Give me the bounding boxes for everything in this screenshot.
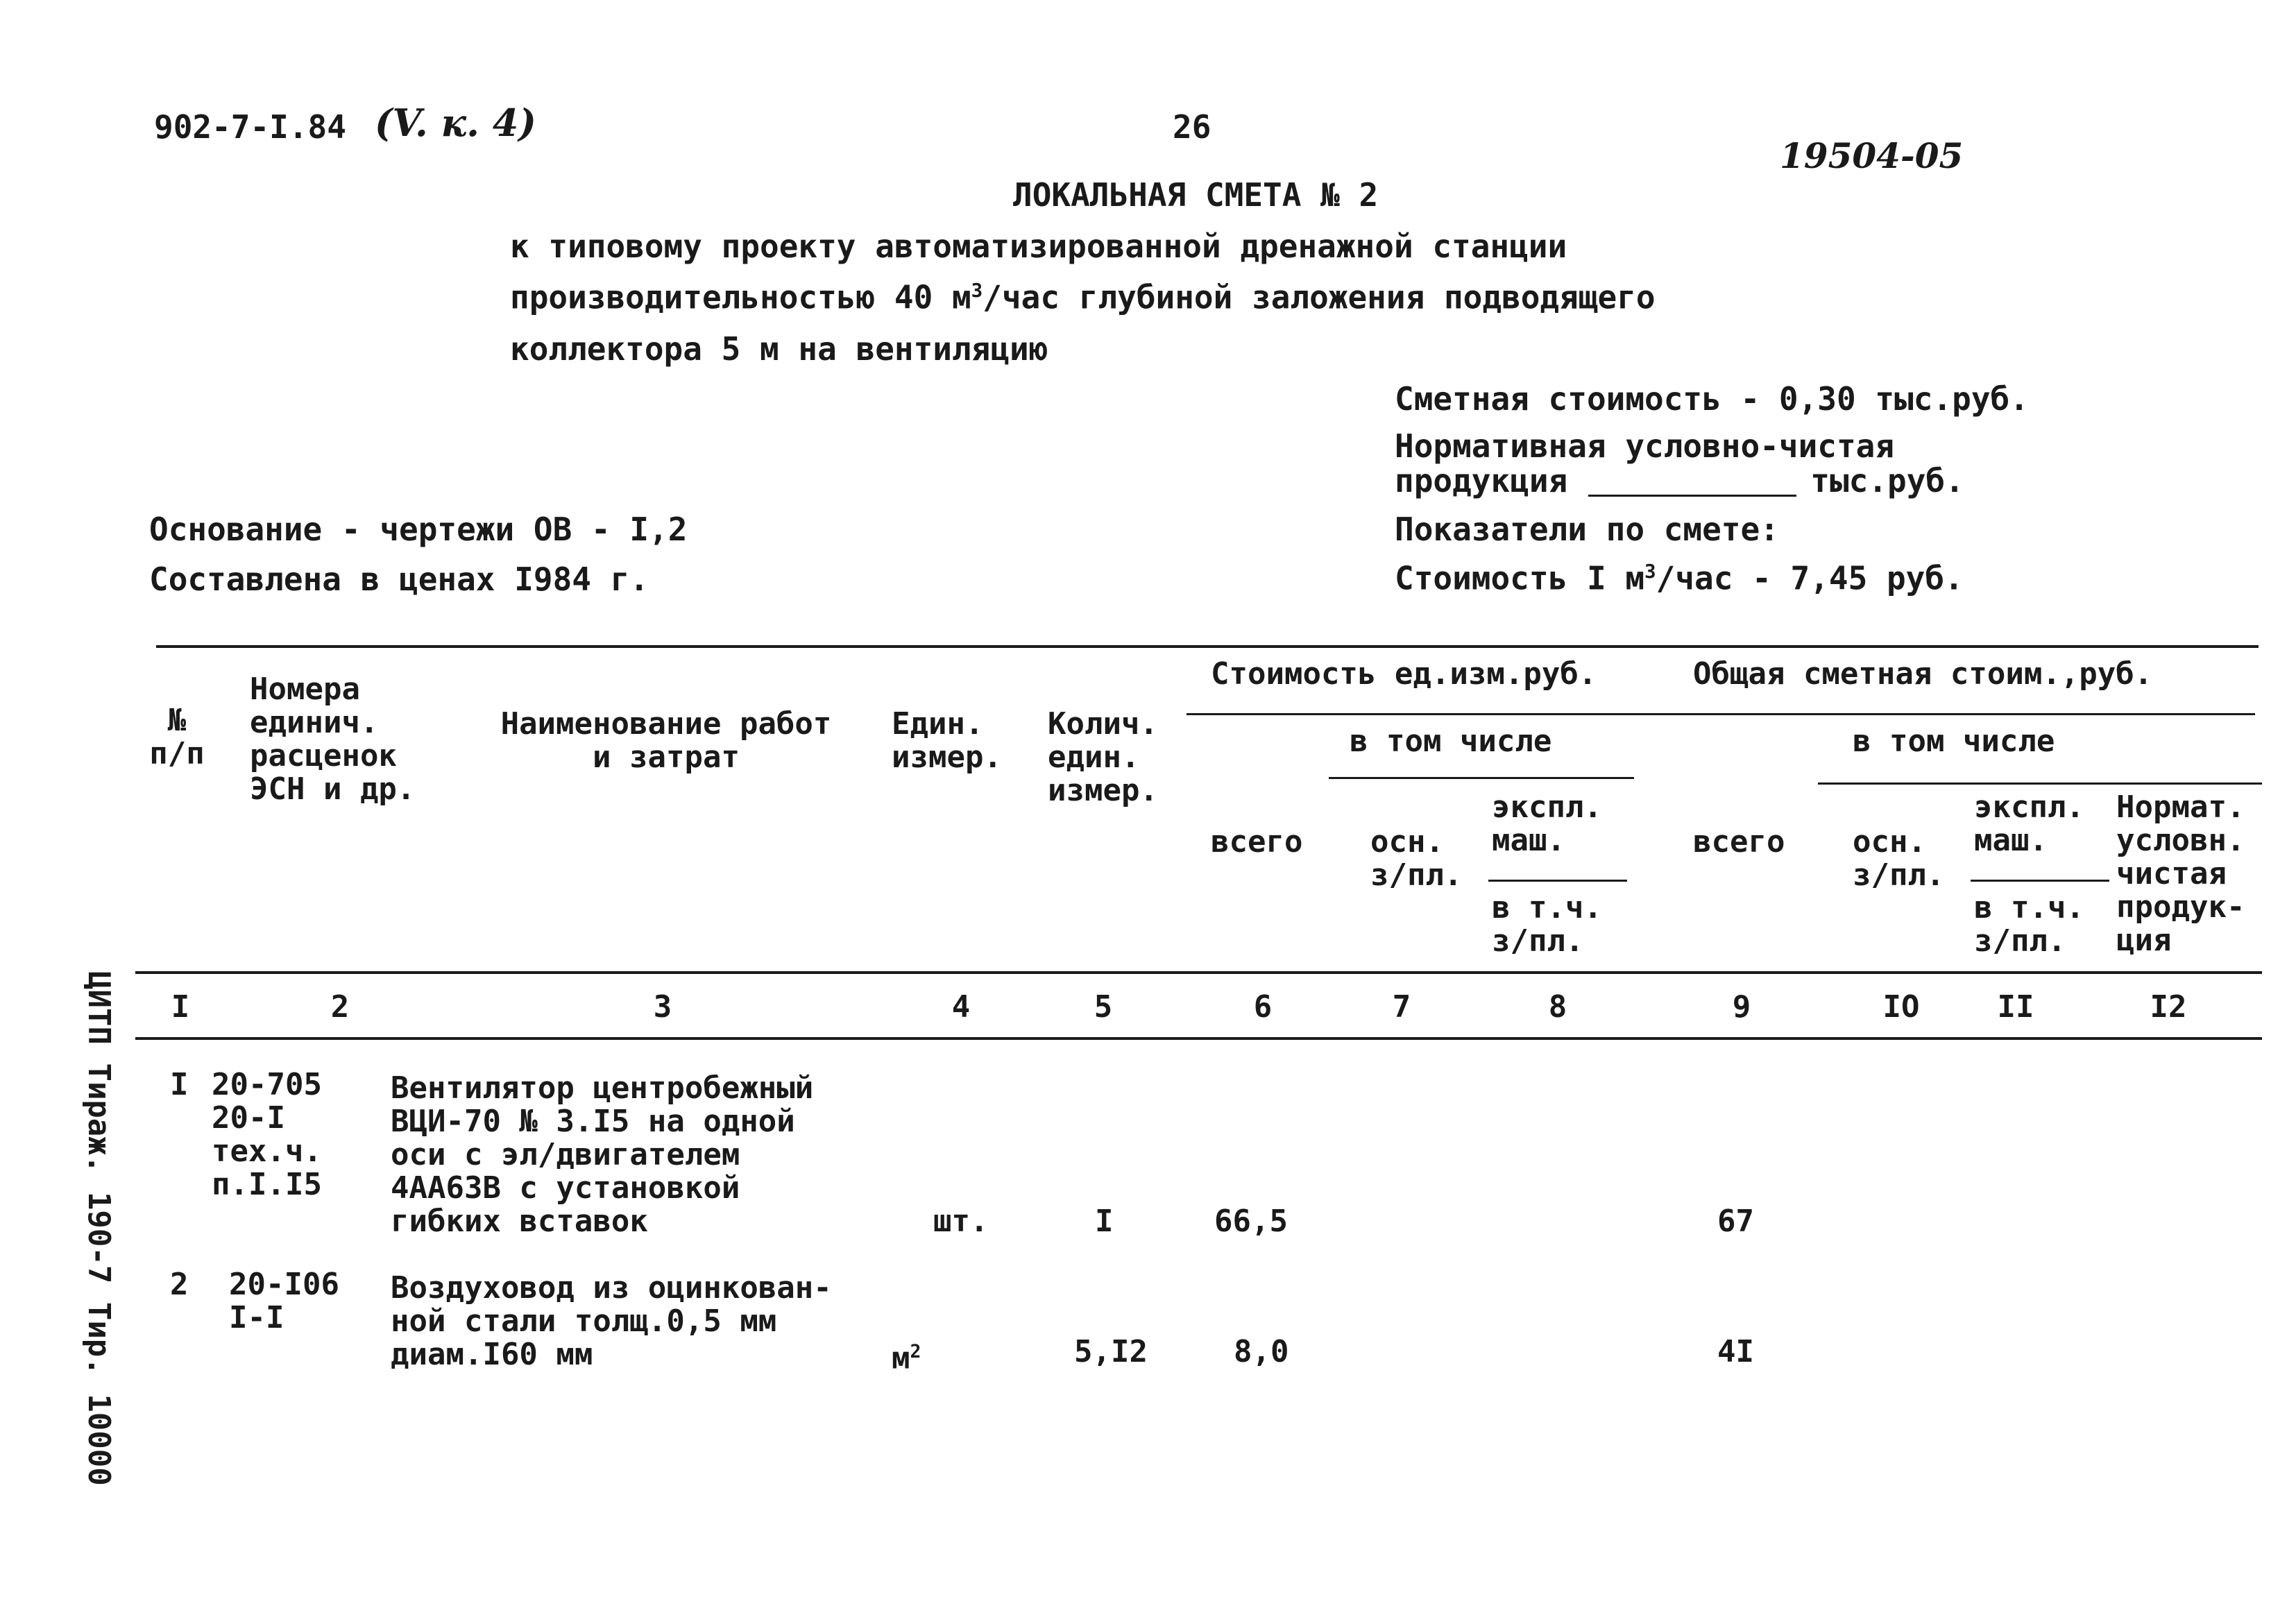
- header-normative: Нормат. условн. чистая продук- ция: [2116, 789, 2245, 958]
- basis-prices: Составлена в ценах I984 г.: [149, 561, 649, 598]
- incl-rule-left: [1329, 777, 1634, 779]
- row-unit: $м^2$: [892, 1340, 921, 1376]
- normative-line-2: продукция тыс.руб.: [1395, 462, 1964, 499]
- side-stamp: ЦИТП Тираж. 190-7 Тир. 10000: [81, 971, 117, 1486]
- colnum-11: II: [1997, 989, 2034, 1025]
- header-machine-wage-left: в т.ч. з/пл.: [1492, 890, 1602, 959]
- header-unit: Един. измер.: [892, 706, 1002, 775]
- title-line-2: производительностью 40 $м^3$/час глубиной заложения подводящего: [510, 278, 1656, 316]
- normative-line-1: Нормативная условно-чистая: [1395, 427, 1895, 465]
- incl-rule-right: [1818, 783, 2262, 785]
- header-codes: Номера единич. расценок ЭСН и др.: [250, 672, 416, 807]
- row-num: 2: [170, 1267, 189, 1302]
- row-codes: 20-705 20-I тех.ч. п.I.I5: [212, 1067, 322, 1202]
- colnum-3: 3: [653, 989, 672, 1025]
- header-total-cost-group: Общая сметная стоим.,руб.: [1693, 656, 2153, 692]
- row-unit: шт.: [933, 1204, 989, 1239]
- row-num: I: [170, 1067, 189, 1102]
- header-total-right: всего: [1693, 824, 1785, 860]
- header-bottom-rule: [135, 971, 2262, 974]
- colnum-5: 5: [1094, 989, 1113, 1025]
- basis-drawings: Основание - чертежи ОВ - I,2: [149, 511, 688, 548]
- row-unit-total: 66,5: [1214, 1204, 1288, 1239]
- row-total: 67: [1717, 1204, 1754, 1239]
- colnum-9: 9: [1732, 989, 1751, 1025]
- group-rule: [1187, 713, 2255, 715]
- row-codes: 20-I06 I-I: [229, 1267, 339, 1335]
- header-basic-wage-left: осн. з/пл.: [1370, 824, 1463, 893]
- row-total: 4I: [1717, 1334, 1754, 1369]
- header-machine-left: экспл. маш.: [1492, 789, 1602, 858]
- unit-cost: Стоимость I $м^3$/час - 7,45 руб.: [1395, 559, 1964, 597]
- colnum-bottom-rule: [135, 1037, 2262, 1040]
- header-basic-wage-right: осн. з/пл.: [1853, 824, 1945, 893]
- row-unit-total: 8,0: [1234, 1334, 1289, 1369]
- colnum-7: 7: [1392, 989, 1411, 1025]
- header-machine-wage-right: в т.ч. з/пл.: [1974, 890, 2084, 959]
- archive-number: 19504-05: [1780, 135, 1964, 176]
- estimated-cost: Сметная стоимость - 0,30 тыс.руб.: [1395, 380, 2029, 418]
- header-incl-left: в том числе: [1350, 724, 1552, 759]
- row-name: Воздуховод из оцинкован- ной стали толщ.0,5 мм диам.I60 мм: [391, 1270, 832, 1372]
- header-machine-right: экспл. маш.: [1974, 789, 2084, 858]
- doc-code: 902-7-I.84: [154, 108, 346, 146]
- doc-code-handwritten: (V. к. 4): [375, 101, 536, 145]
- row-qty: I: [1095, 1204, 1114, 1239]
- colnum-4: 4: [951, 989, 971, 1025]
- page-number: 26: [1173, 108, 1211, 146]
- document-title: ЛОКАЛЬНАЯ СМЕТА № 2: [1013, 176, 1379, 214]
- colnum-6: 6: [1253, 989, 1273, 1025]
- title-line-1: к типовому проекту автоматизированной дренажной станции: [510, 228, 1567, 265]
- machine-rule-right: [1971, 880, 2109, 882]
- indicators-label: Показатели по смете:: [1395, 511, 1779, 548]
- title-line-3: коллектора 5 м на вентиляцию: [510, 330, 1048, 368]
- colnum-10: IO: [1882, 989, 1920, 1025]
- header-incl-right: в том числе: [1853, 724, 2055, 759]
- header-name: Наименование работ и затрат: [500, 706, 832, 775]
- colnum-12: I2: [2150, 989, 2187, 1025]
- colnum-1: I: [171, 989, 190, 1025]
- header-unit-cost-group: Стоимость ед.изм.руб.: [1211, 656, 1597, 692]
- row-qty: 5,I2: [1074, 1334, 1148, 1369]
- header-num: № п/п: [149, 703, 205, 771]
- colnum-2: 2: [330, 989, 350, 1025]
- row-name: Вентилятор центробежный ВЦИ-70 № 3.I5 на одной оси с эл/двигателем 4АА63В с установкой гибких вставок: [391, 1070, 814, 1239]
- colnum-8: 8: [1548, 989, 1567, 1025]
- machine-rule-left: [1488, 880, 1627, 882]
- header-qty: Колич. един. измер.: [1048, 706, 1158, 808]
- header-total-left: всего: [1211, 824, 1303, 860]
- table-top-rule: [156, 645, 2259, 648]
